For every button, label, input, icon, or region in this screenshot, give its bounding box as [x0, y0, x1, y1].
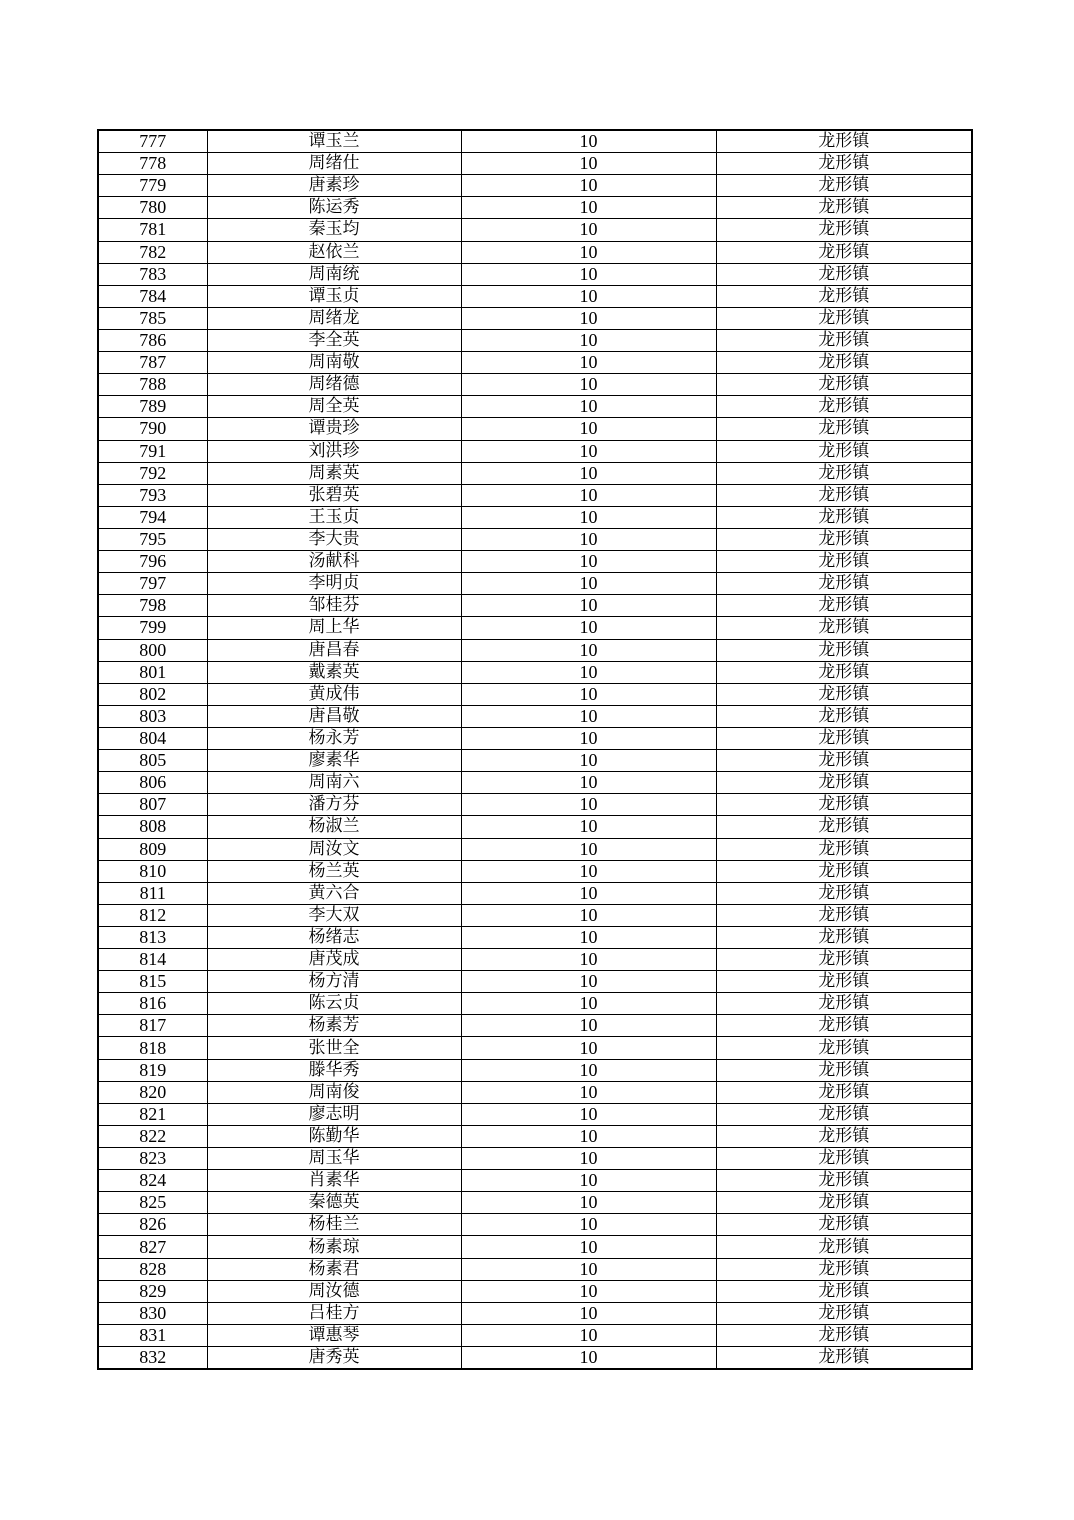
serial-number-cell: 791 [98, 440, 207, 462]
amount-cell: 10 [461, 750, 716, 772]
serial-number-cell: 789 [98, 396, 207, 418]
table-row [98, 860, 972, 882]
name-cell: 滕华秀 [207, 1059, 461, 1081]
amount-cell: 10 [461, 506, 716, 528]
amount-cell: 10 [461, 263, 716, 285]
serial-number-cell: 811 [98, 882, 207, 904]
amount-cell: 10 [461, 816, 716, 838]
table-row [98, 418, 972, 440]
name-cell: 谭贵珍 [207, 418, 461, 440]
serial-number-cell: 793 [98, 484, 207, 506]
town-cell: 龙形镇 [716, 1236, 972, 1258]
amount-cell: 10 [461, 993, 716, 1015]
town-cell: 龙形镇 [716, 882, 972, 904]
amount-cell: 10 [461, 1170, 716, 1192]
table-row [98, 750, 972, 772]
town-cell: 龙形镇 [716, 971, 972, 993]
table-row [98, 1148, 972, 1170]
town-cell: 龙形镇 [716, 506, 972, 528]
serial-number-cell: 832 [98, 1347, 207, 1370]
table-row [98, 1170, 972, 1192]
name-cell: 周绪龙 [207, 307, 461, 329]
name-cell: 戴素英 [207, 661, 461, 683]
serial-number-cell: 818 [98, 1037, 207, 1059]
town-cell: 龙形镇 [716, 1347, 972, 1370]
table-row [98, 573, 972, 595]
name-cell: 赵依兰 [207, 241, 461, 263]
name-cell: 廖素华 [207, 750, 461, 772]
name-cell: 秦玉均 [207, 219, 461, 241]
table-row [98, 1347, 972, 1370]
table-row [98, 1103, 972, 1125]
amount-cell: 10 [461, 528, 716, 550]
town-cell: 龙形镇 [716, 683, 972, 705]
serial-number-cell: 808 [98, 816, 207, 838]
amount-cell: 10 [461, 1214, 716, 1236]
town-cell: 龙形镇 [716, 130, 972, 153]
amount-cell: 10 [461, 1192, 716, 1214]
amount-cell: 10 [461, 197, 716, 219]
serial-number-cell: 785 [98, 307, 207, 329]
town-cell: 龙形镇 [716, 1192, 972, 1214]
town-cell: 龙形镇 [716, 1258, 972, 1280]
table-row [98, 617, 972, 639]
town-cell: 龙形镇 [716, 1170, 972, 1192]
name-cell: 谭玉兰 [207, 130, 461, 153]
serial-number-cell: 795 [98, 528, 207, 550]
table-row [98, 772, 972, 794]
amount-cell: 10 [461, 307, 716, 329]
town-cell: 龙形镇 [716, 528, 972, 550]
table-row [98, 1280, 972, 1302]
town-cell: 龙形镇 [716, 639, 972, 661]
table-row [98, 1214, 972, 1236]
serial-number-cell: 809 [98, 838, 207, 860]
name-cell: 秦德英 [207, 1192, 461, 1214]
name-cell: 李全英 [207, 329, 461, 351]
serial-number-cell: 797 [98, 573, 207, 595]
table-row [98, 993, 972, 1015]
table-row [98, 949, 972, 971]
serial-number-cell: 830 [98, 1302, 207, 1324]
amount-cell: 10 [461, 882, 716, 904]
table-row [98, 1081, 972, 1103]
town-cell: 龙形镇 [716, 727, 972, 749]
table-row [98, 816, 972, 838]
amount-cell: 10 [461, 1125, 716, 1147]
table-row [98, 971, 972, 993]
name-cell: 周汝德 [207, 1280, 461, 1302]
town-cell: 龙形镇 [716, 1015, 972, 1037]
serial-number-cell: 800 [98, 639, 207, 661]
amount-cell: 10 [461, 772, 716, 794]
table-row [98, 661, 972, 683]
serial-number-cell: 826 [98, 1214, 207, 1236]
serial-number-cell: 820 [98, 1081, 207, 1103]
amount-cell: 10 [461, 153, 716, 175]
name-cell: 周上华 [207, 617, 461, 639]
name-cell: 杨方清 [207, 971, 461, 993]
amount-cell: 10 [461, 1258, 716, 1280]
town-cell: 龙形镇 [716, 595, 972, 617]
amount-cell: 10 [461, 1236, 716, 1258]
town-cell: 龙形镇 [716, 374, 972, 396]
serial-number-cell: 807 [98, 794, 207, 816]
amount-cell: 10 [461, 374, 716, 396]
table-row [98, 1236, 972, 1258]
serial-number-cell: 821 [98, 1103, 207, 1125]
town-cell: 龙形镇 [716, 794, 972, 816]
name-cell: 陈运秀 [207, 197, 461, 219]
name-cell: 杨素芳 [207, 1015, 461, 1037]
amount-cell: 10 [461, 971, 716, 993]
serial-number-cell: 787 [98, 352, 207, 374]
name-cell: 谭玉贞 [207, 285, 461, 307]
amount-cell: 10 [461, 551, 716, 573]
amount-cell: 10 [461, 838, 716, 860]
data-table [97, 129, 973, 1370]
town-cell: 龙形镇 [716, 1214, 972, 1236]
amount-cell: 10 [461, 396, 716, 418]
serial-number-cell: 817 [98, 1015, 207, 1037]
amount-cell: 10 [461, 617, 716, 639]
serial-number-cell: 790 [98, 418, 207, 440]
table-row [98, 241, 972, 263]
serial-number-cell: 804 [98, 727, 207, 749]
name-cell: 杨桂兰 [207, 1214, 461, 1236]
name-cell: 黄成伟 [207, 683, 461, 705]
table-row [98, 197, 972, 219]
serial-number-cell: 802 [98, 683, 207, 705]
table-row [98, 153, 972, 175]
amount-cell: 10 [461, 794, 716, 816]
serial-number-cell: 828 [98, 1258, 207, 1280]
serial-number-cell: 803 [98, 705, 207, 727]
town-cell: 龙形镇 [716, 661, 972, 683]
amount-cell: 10 [461, 727, 716, 749]
town-cell: 龙形镇 [716, 1059, 972, 1081]
name-cell: 周玉华 [207, 1148, 461, 1170]
table-row [98, 882, 972, 904]
table-row [98, 1015, 972, 1037]
town-cell: 龙形镇 [716, 1125, 972, 1147]
serial-number-cell: 801 [98, 661, 207, 683]
name-cell: 唐昌春 [207, 639, 461, 661]
table-row [98, 838, 972, 860]
serial-number-cell: 798 [98, 595, 207, 617]
amount-cell: 10 [461, 904, 716, 926]
name-cell: 杨永芳 [207, 727, 461, 749]
serial-number-cell: 796 [98, 551, 207, 573]
town-cell: 龙形镇 [716, 440, 972, 462]
amount-cell: 10 [461, 219, 716, 241]
name-cell: 周素英 [207, 462, 461, 484]
amount-cell: 10 [461, 949, 716, 971]
table-row [98, 506, 972, 528]
table-row [98, 1037, 972, 1059]
town-cell: 龙形镇 [716, 1103, 972, 1125]
town-cell: 龙形镇 [716, 1148, 972, 1170]
table-row [98, 285, 972, 307]
amount-cell: 10 [461, 661, 716, 683]
serial-number-cell: 779 [98, 175, 207, 197]
name-cell: 肖素华 [207, 1170, 461, 1192]
amount-cell: 10 [461, 573, 716, 595]
table-row [98, 352, 972, 374]
town-cell: 龙形镇 [716, 1037, 972, 1059]
table-row [98, 1258, 972, 1280]
amount-cell: 10 [461, 484, 716, 506]
name-cell: 杨素君 [207, 1258, 461, 1280]
table-row [98, 1324, 972, 1346]
town-cell: 龙形镇 [716, 153, 972, 175]
amount-cell: 10 [461, 1059, 716, 1081]
amount-cell: 10 [461, 241, 716, 263]
amount-cell: 10 [461, 130, 716, 153]
town-cell: 龙形镇 [716, 705, 972, 727]
name-cell: 杨兰英 [207, 860, 461, 882]
name-cell: 张碧英 [207, 484, 461, 506]
name-cell: 汤献科 [207, 551, 461, 573]
serial-number-cell: 792 [98, 462, 207, 484]
table-row [98, 926, 972, 948]
amount-cell: 10 [461, 926, 716, 948]
name-cell: 张世全 [207, 1037, 461, 1059]
amount-cell: 10 [461, 1103, 716, 1125]
table-row [98, 462, 972, 484]
town-cell: 龙形镇 [716, 1302, 972, 1324]
town-cell: 龙形镇 [716, 617, 972, 639]
name-cell: 杨素琼 [207, 1236, 461, 1258]
town-cell: 龙形镇 [716, 750, 972, 772]
table-body [98, 130, 972, 1369]
serial-number-cell: 816 [98, 993, 207, 1015]
name-cell: 王玉贞 [207, 506, 461, 528]
town-cell: 龙形镇 [716, 285, 972, 307]
amount-cell: 10 [461, 1148, 716, 1170]
table-row [98, 595, 972, 617]
serial-number-cell: 806 [98, 772, 207, 794]
town-cell: 龙形镇 [716, 772, 972, 794]
amount-cell: 10 [461, 1280, 716, 1302]
amount-cell: 10 [461, 1302, 716, 1324]
name-cell: 唐茂成 [207, 949, 461, 971]
name-cell: 刘洪珍 [207, 440, 461, 462]
table-row [98, 130, 972, 153]
table-row [98, 904, 972, 926]
table-row [98, 794, 972, 816]
table-row [98, 219, 972, 241]
table-row [98, 374, 972, 396]
table-row [98, 639, 972, 661]
town-cell: 龙形镇 [716, 307, 972, 329]
serial-number-cell: 831 [98, 1324, 207, 1346]
serial-number-cell: 794 [98, 506, 207, 528]
name-cell: 李大双 [207, 904, 461, 926]
amount-cell: 10 [461, 440, 716, 462]
name-cell: 周全英 [207, 396, 461, 418]
name-cell: 陈勤华 [207, 1125, 461, 1147]
amount-cell: 10 [461, 1081, 716, 1103]
name-cell: 周绪德 [207, 374, 461, 396]
table-row [98, 1059, 972, 1081]
amount-cell: 10 [461, 462, 716, 484]
table-row [98, 484, 972, 506]
serial-number-cell: 814 [98, 949, 207, 971]
amount-cell: 10 [461, 329, 716, 351]
serial-number-cell: 778 [98, 153, 207, 175]
table-row [98, 440, 972, 462]
name-cell: 吕桂方 [207, 1302, 461, 1324]
name-cell: 谭惠琴 [207, 1324, 461, 1346]
town-cell: 龙形镇 [716, 551, 972, 573]
town-cell: 龙形镇 [716, 484, 972, 506]
town-cell: 龙形镇 [716, 993, 972, 1015]
serial-number-cell: 822 [98, 1125, 207, 1147]
serial-number-cell: 780 [98, 197, 207, 219]
name-cell: 廖志明 [207, 1103, 461, 1125]
name-cell: 周南统 [207, 263, 461, 285]
town-cell: 龙形镇 [716, 241, 972, 263]
name-cell: 唐昌敬 [207, 705, 461, 727]
amount-cell: 10 [461, 352, 716, 374]
name-cell: 周南六 [207, 772, 461, 794]
table-row [98, 175, 972, 197]
town-cell: 龙形镇 [716, 926, 972, 948]
name-cell: 黄六合 [207, 882, 461, 904]
amount-cell: 10 [461, 285, 716, 307]
table-row [98, 1125, 972, 1147]
name-cell: 周绪仕 [207, 153, 461, 175]
town-cell: 龙形镇 [716, 573, 972, 595]
table-row [98, 329, 972, 351]
serial-number-cell: 827 [98, 1236, 207, 1258]
serial-number-cell: 784 [98, 285, 207, 307]
table-row [98, 263, 972, 285]
serial-number-cell: 815 [98, 971, 207, 993]
serial-number-cell: 783 [98, 263, 207, 285]
serial-number-cell: 813 [98, 926, 207, 948]
serial-number-cell: 824 [98, 1170, 207, 1192]
name-cell: 周南敬 [207, 352, 461, 374]
table-row [98, 396, 972, 418]
serial-number-cell: 805 [98, 750, 207, 772]
town-cell: 龙形镇 [716, 816, 972, 838]
town-cell: 龙形镇 [716, 396, 972, 418]
amount-cell: 10 [461, 418, 716, 440]
serial-number-cell: 823 [98, 1148, 207, 1170]
name-cell: 唐素珍 [207, 175, 461, 197]
serial-number-cell: 781 [98, 219, 207, 241]
name-cell: 杨淑兰 [207, 816, 461, 838]
town-cell: 龙形镇 [716, 462, 972, 484]
name-cell: 陈云贞 [207, 993, 461, 1015]
town-cell: 龙形镇 [716, 329, 972, 351]
town-cell: 龙形镇 [716, 1081, 972, 1103]
town-cell: 龙形镇 [716, 352, 972, 374]
amount-cell: 10 [461, 639, 716, 661]
amount-cell: 10 [461, 860, 716, 882]
table-row [98, 683, 972, 705]
table-row [98, 727, 972, 749]
town-cell: 龙形镇 [716, 860, 972, 882]
town-cell: 龙形镇 [716, 1280, 972, 1302]
amount-cell: 10 [461, 705, 716, 727]
name-cell: 潘方芬 [207, 794, 461, 816]
table-row [98, 307, 972, 329]
name-cell: 周汝文 [207, 838, 461, 860]
serial-number-cell: 782 [98, 241, 207, 263]
town-cell: 龙形镇 [716, 1324, 972, 1346]
table-row [98, 528, 972, 550]
amount-cell: 10 [461, 1037, 716, 1059]
amount-cell: 10 [461, 683, 716, 705]
serial-number-cell: 825 [98, 1192, 207, 1214]
serial-number-cell: 786 [98, 329, 207, 351]
serial-number-cell: 810 [98, 860, 207, 882]
serial-number-cell: 829 [98, 1280, 207, 1302]
town-cell: 龙形镇 [716, 838, 972, 860]
town-cell: 龙形镇 [716, 263, 972, 285]
name-cell: 邹桂芬 [207, 595, 461, 617]
amount-cell: 10 [461, 175, 716, 197]
name-cell: 唐秀英 [207, 1347, 461, 1370]
table-row [98, 1302, 972, 1324]
amount-cell: 10 [461, 1347, 716, 1370]
serial-number-cell: 799 [98, 617, 207, 639]
town-cell: 龙形镇 [716, 219, 972, 241]
name-cell: 李明贞 [207, 573, 461, 595]
serial-number-cell: 812 [98, 904, 207, 926]
town-cell: 龙形镇 [716, 949, 972, 971]
table-row [98, 1192, 972, 1214]
table-row [98, 705, 972, 727]
town-cell: 龙形镇 [716, 418, 972, 440]
amount-cell: 10 [461, 595, 716, 617]
serial-number-cell: 788 [98, 374, 207, 396]
serial-number-cell: 777 [98, 130, 207, 153]
name-cell: 周南俊 [207, 1081, 461, 1103]
table-row [98, 551, 972, 573]
town-cell: 龙形镇 [716, 175, 972, 197]
name-cell: 李大贵 [207, 528, 461, 550]
amount-cell: 10 [461, 1015, 716, 1037]
serial-number-cell: 819 [98, 1059, 207, 1081]
amount-cell: 10 [461, 1324, 716, 1346]
town-cell: 龙形镇 [716, 197, 972, 219]
name-cell: 杨绪志 [207, 926, 461, 948]
town-cell: 龙形镇 [716, 904, 972, 926]
